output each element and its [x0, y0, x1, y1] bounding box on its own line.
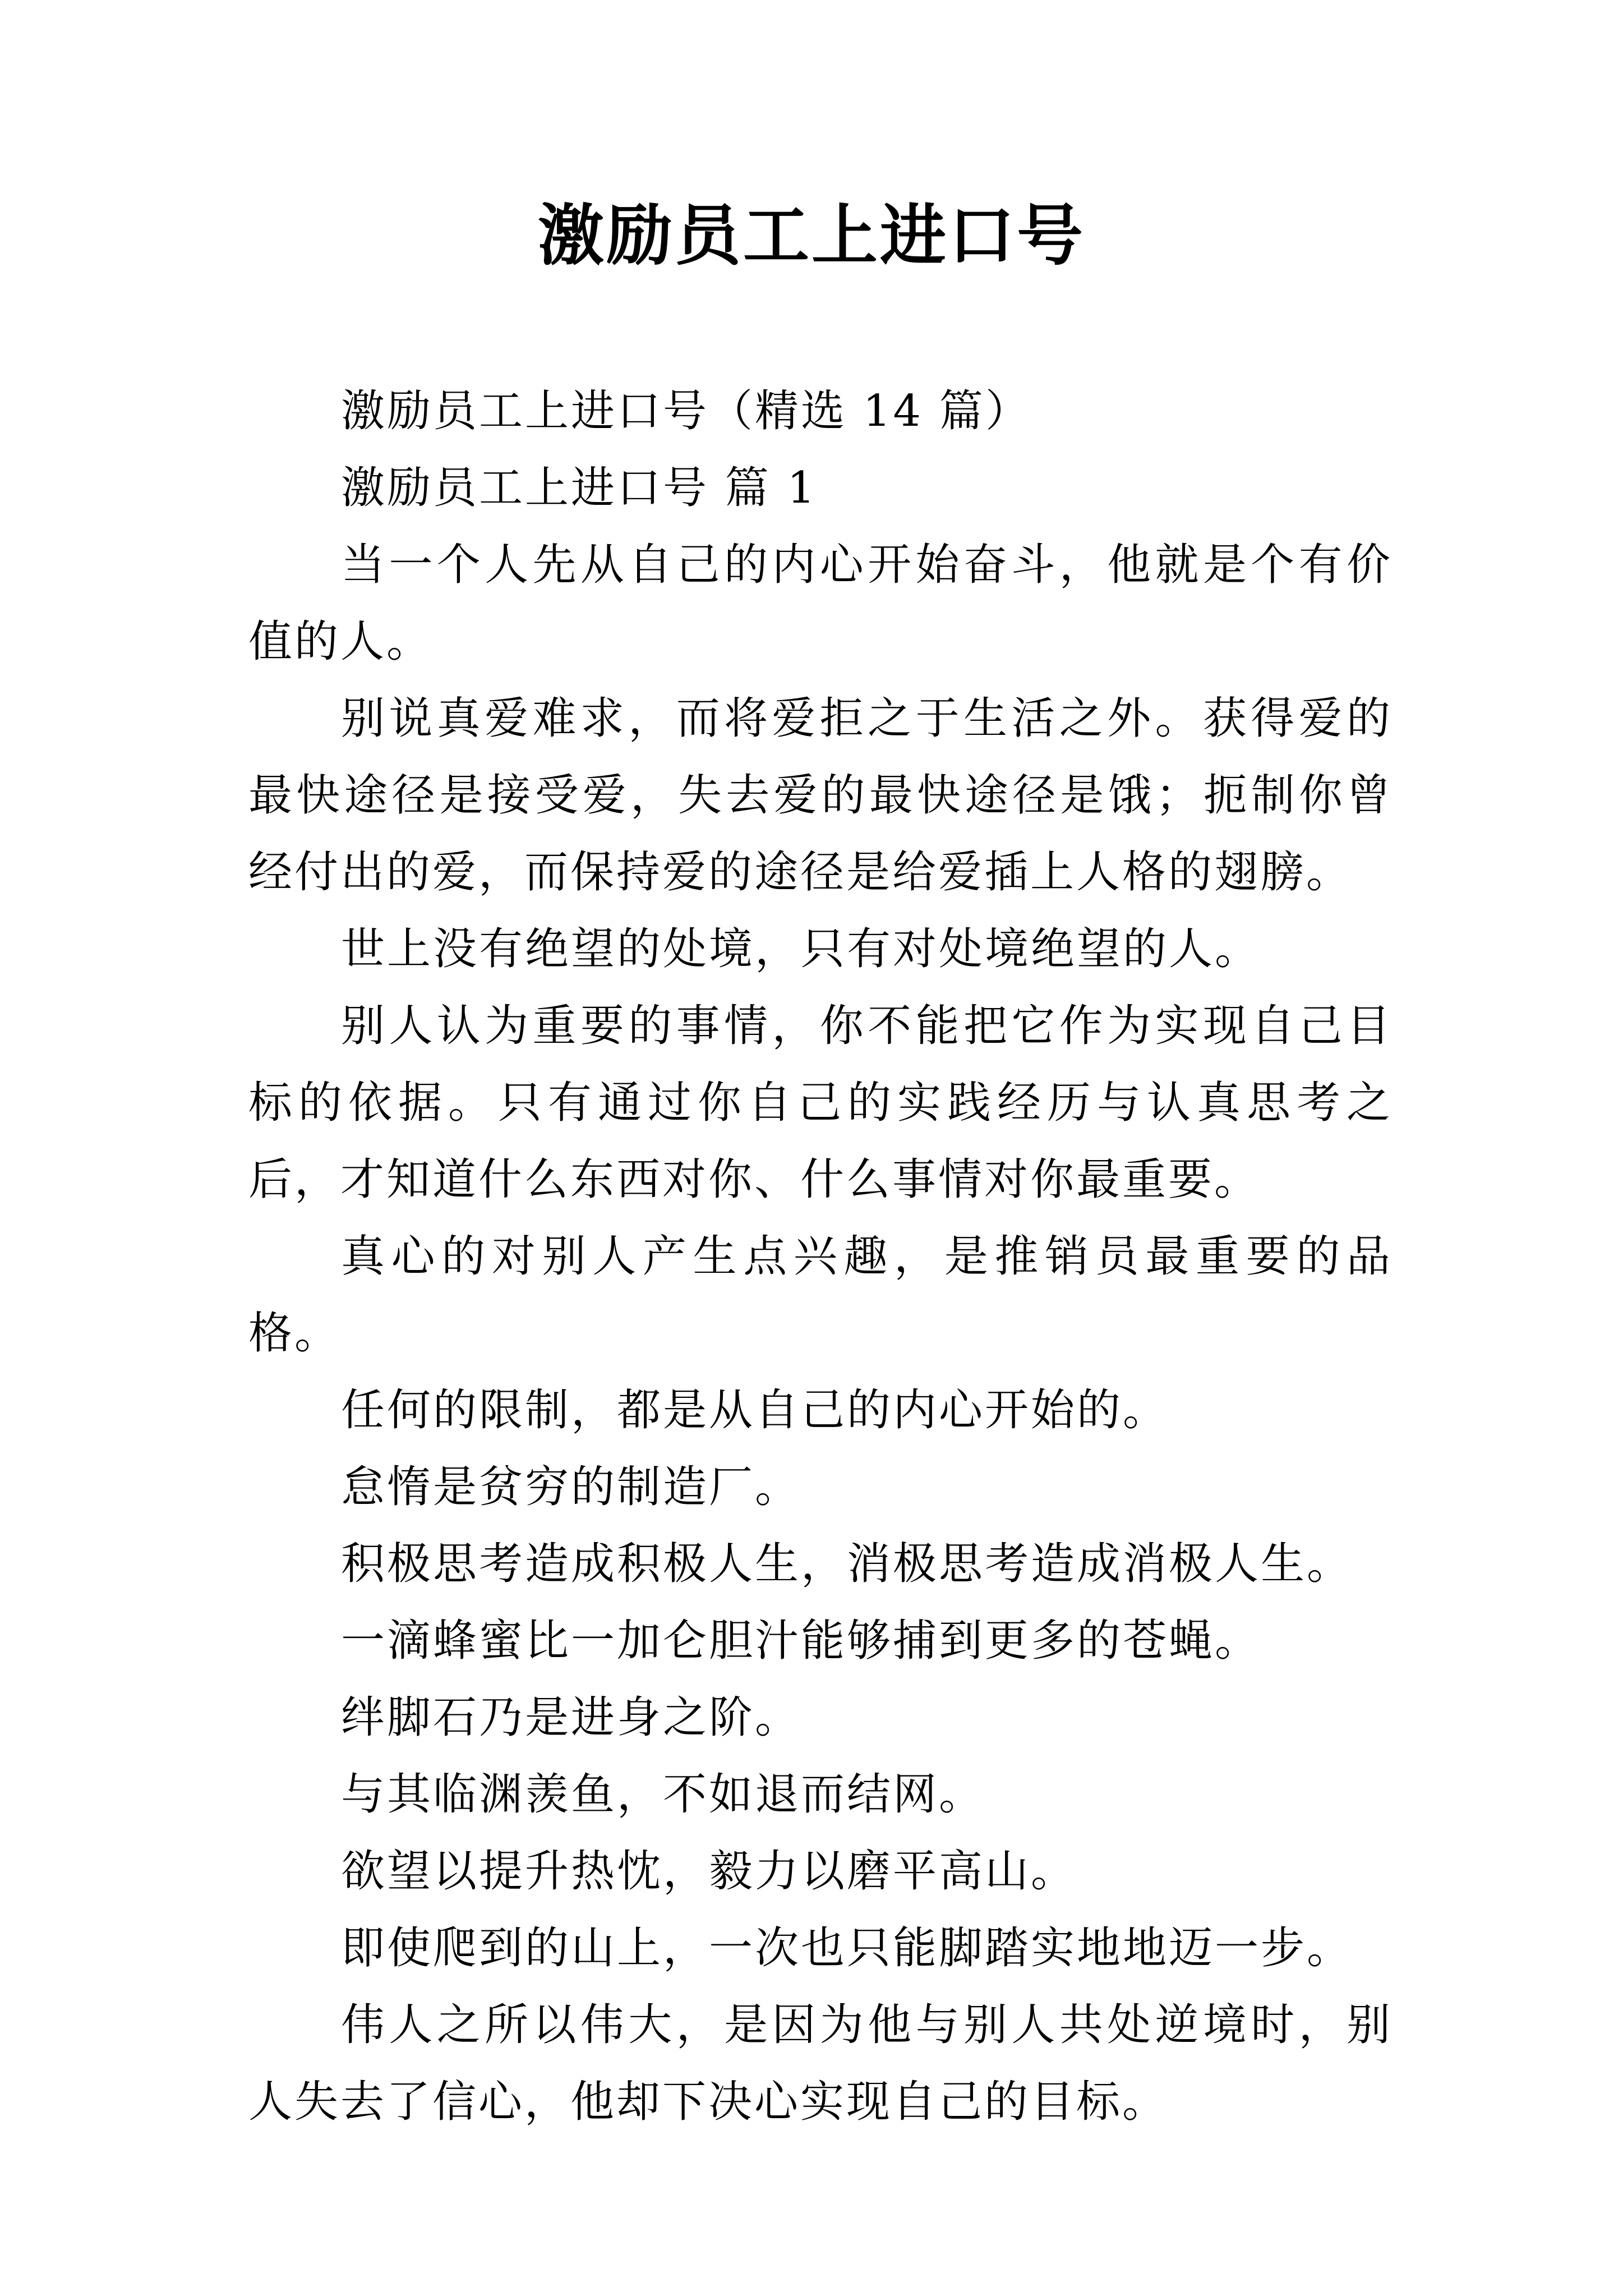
paragraph: 即使爬到的山上，一次也只能脚踏实地地迈一步。	[341, 1923, 1353, 1973]
paragraph: 欲望以提升热忱，毅力以磨平高山。	[341, 1846, 1077, 1897]
paragraph: 任何的限制，都是从自己的内心开始的。	[341, 1385, 1169, 1435]
paragraph: 一滴蜂蜜比一加仑胆汁能够捕到更多的苍蝇。	[341, 1616, 1261, 1666]
paragraph: 别说真爱难求，而将爱拒之于生活之外。获得爱的最快途径是接受爱，失去爱的最快途径是饿；扼制你曾经付出的爱，而保持爱的途径是给爱插上人格的翅膀。	[248, 693, 1393, 898]
paragraph: 别人认为重要的事情，你不能把它作为实现自己目标的依据。只有通过你自己的实践经历与认真思考之后，才知道什么东西对你、什么事情对你最重要。	[248, 1001, 1393, 1205]
paragraph-subtitle: 激励员工上进口号（精选 14 篇）	[341, 386, 1031, 436]
paragraph: 怠惰是贫穷的制造厂。	[341, 1462, 801, 1512]
document-body	[248, 373, 1393, 2141]
paragraph: 当一个人先从自己的内心开始奋斗，他就是个有价值的人。	[248, 540, 1393, 667]
paragraph: 伟人之所以伟大，是因为他与别人共处逆境时，别人失去了信心，他却下决心实现自己的目标。	[248, 2000, 1393, 2127]
paragraph: 世上没有绝望的处境，只有对处境绝望的人。	[341, 924, 1261, 974]
document-title: 激励员工上进口号	[537, 196, 1085, 274]
paragraph: 与其临渊羡鱼，不如退而结网。	[341, 1769, 985, 1820]
paragraph-section-heading: 激励员工上进口号 篇 1	[341, 463, 818, 513]
paragraph: 真心的对别人产生点兴趣，是推销员最重要的品格。	[248, 1231, 1393, 1359]
paragraph: 积极思考造成积极人生，消极思考造成消极人生。	[341, 1539, 1353, 1589]
paragraph: 绊脚石乃是进身之阶。	[341, 1692, 801, 1743]
